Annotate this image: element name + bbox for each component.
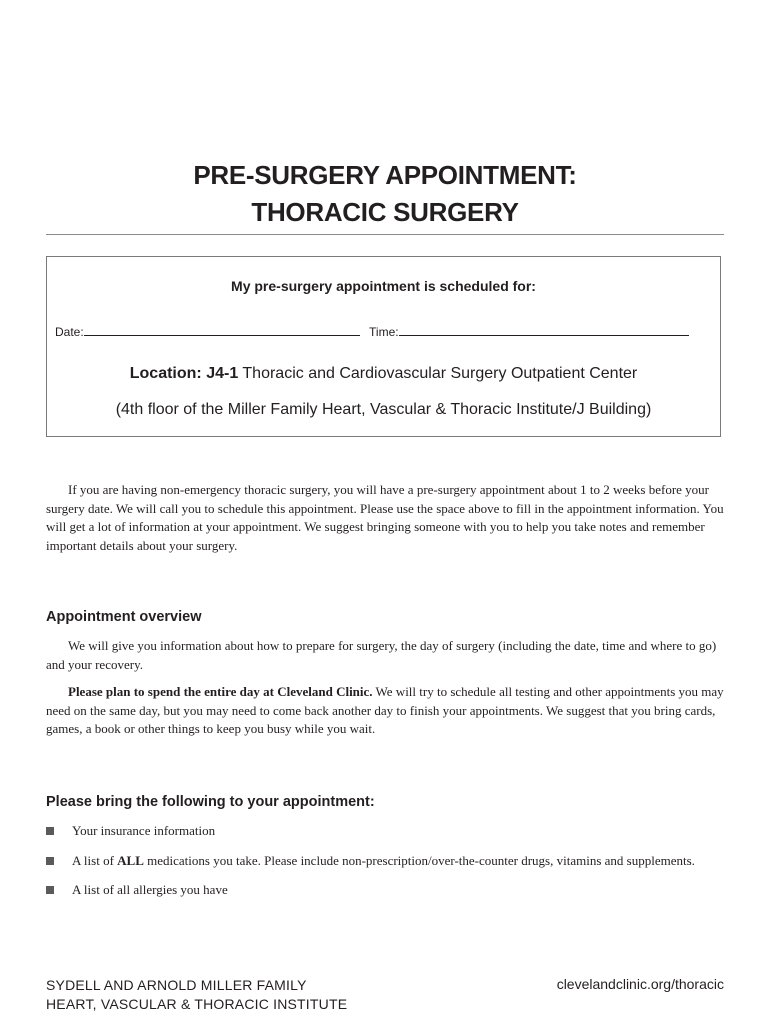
page-title <box>0 157 770 231</box>
time-label: Time: <box>369 325 399 339</box>
overview-paragraph-1: We will give you information about how to prepare for surgery, the day of surgery (including the date, time and where to go) and your recovery. <box>46 638 717 672</box>
date-time-row <box>55 323 689 339</box>
title-line-1: PRE-SURGERY APPOINTMENT: <box>193 160 577 190</box>
bullet-square-icon <box>46 886 54 894</box>
footer-website-link[interactable]: clevelandclinic.org/thoracic <box>556 976 724 992</box>
appointment-box-heading: My pre-surgery appointment is scheduled for: <box>231 278 536 294</box>
title-line-2: THORACIC SURGERY <box>251 197 519 227</box>
location-line <box>47 365 720 383</box>
title-divider <box>46 234 724 235</box>
bullet-square-icon <box>46 857 54 865</box>
time-field[interactable] <box>399 323 689 336</box>
overview-emphasis: Please plan to spend the entire day at Cleveland Clinic. <box>68 684 373 699</box>
list-item: A list of ALL medications you take. Please include non-prescription/over-the-counter drugs, vitamins and supplements. <box>46 852 728 871</box>
location-label: Location: <box>129 365 202 382</box>
list-item: A list of all allergies you have <box>46 881 728 900</box>
date-label: Date: <box>55 325 84 339</box>
overview-paragraph-2-rest: We will try to schedule all testing and other appointments you may need on the same day, but you may need to come back another day to finish your appointments. We suggest that you bring cards, games, a book or other things to keep you busy while you wait. <box>46 684 724 736</box>
overview-paragraph-2 <box>46 683 728 739</box>
list-item: Your insurance information <box>46 822 728 841</box>
location-detail: (4th floor of the Miller Family Heart, Vascular & Thoracic Institute/J Building) <box>115 401 652 418</box>
date-field[interactable] <box>84 323 360 336</box>
footer-institute-name: SYDELL AND ARNOLD MILLER FAMILY HEART, VASCULAR & THORACIC INSTITUTE <box>46 977 348 1012</box>
bullet-square-icon <box>46 827 54 835</box>
intro-paragraph: If you are having non-emergency thoracic surgery, you will have a pre-surgery appointment about 1 to 2 weeks before your surgery date. We will call you to schedule this appointment. Please use the space above to fill in the appointment information. You will get a lot of information at your appointment. We suggest bringing someone with you to help you take notes and remember important details about your surgery. <box>46 482 724 553</box>
overview-heading: Appointment overview <box>46 609 202 625</box>
appointment-box <box>46 256 721 437</box>
location-name: Thoracic and Cardiovascular Surgery Outpatient Center <box>242 365 638 382</box>
bring-heading: Please bring the following to your appointment: <box>46 794 375 810</box>
bring-list <box>46 822 728 900</box>
location-code: J4-1 <box>206 365 239 382</box>
